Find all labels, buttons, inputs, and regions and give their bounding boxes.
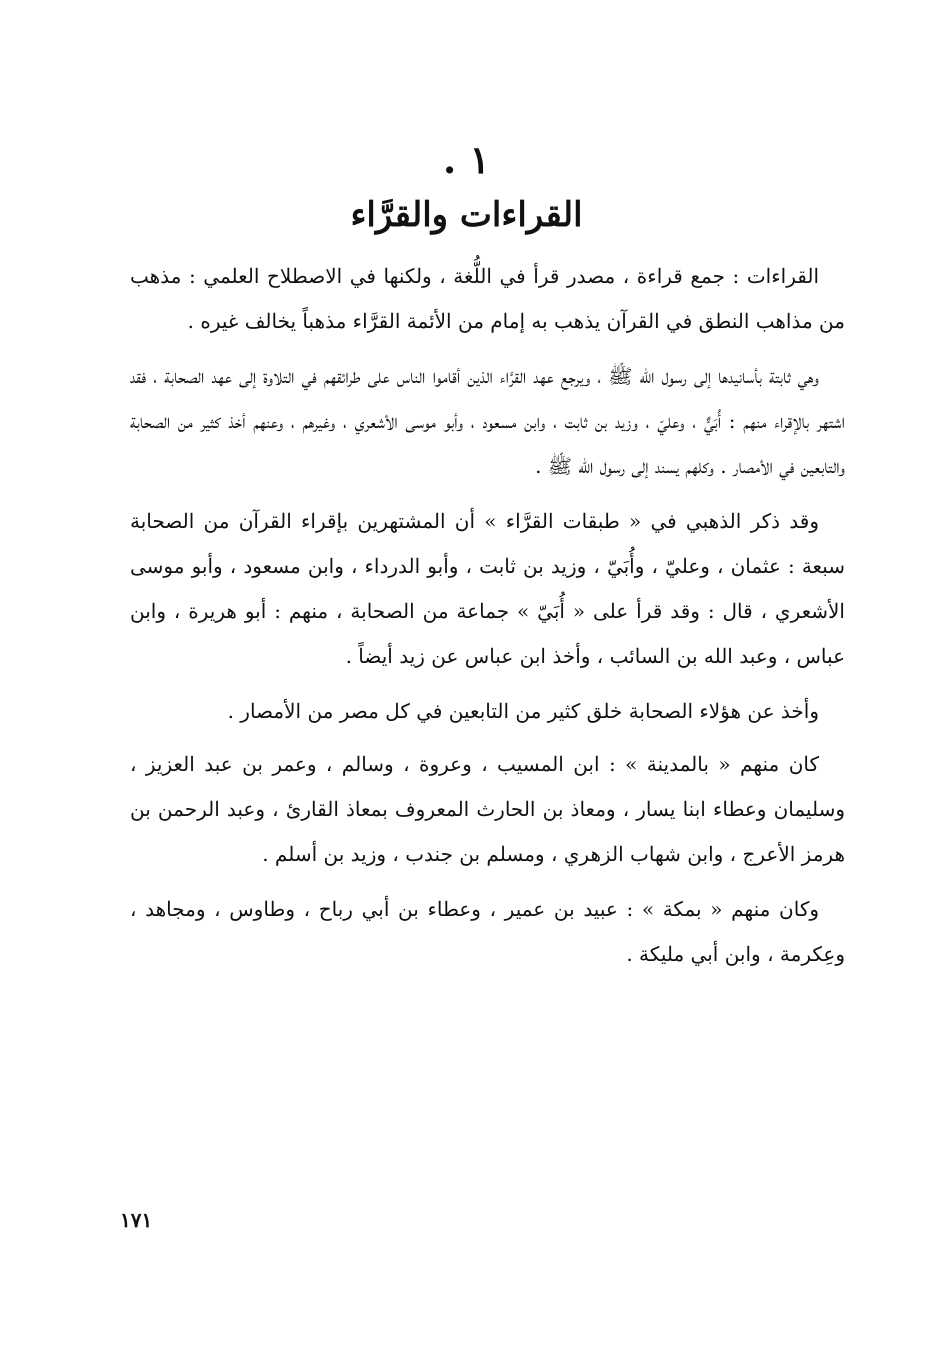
paragraph-followers: وأخذ عن هؤلاء الصحابة خلق كثير من التابعين في كل مصر من الأمصار . [227, 699, 819, 723]
paragraph-definition: القراءات : جمع قراءة ، مصدر قرأ في اللُّغة ، ولكنها في الاصطلاح العلمي : مذهب من مذاهب النطق في القرآن يذهب به إمام من الأئمة القرَّاء مذهباً يخالف غيره . [130, 264, 845, 333]
chapter-number: ١ . [443, 137, 490, 182]
paragraph-madina: كان منهم « بالمدينة » : ابن المسيب ، وعروة ، وسالم ، وعمر بن عبد العزيز ، وسليمان وعطاء ابنا يسار ، ومعاذ بن الحارث المعروف بمعاذ القارئ ، وعبد الرحمن بن هرمز الأعرج ، وابن شهاب الزهري ، ومسلم بن جندب ، وزيد بن أسلم . [130, 752, 845, 866]
body-text [130, 254, 845, 987]
paragraph-companions: وهي ثابتة بأسانيدها إلى رسول الله ﷺ ، ويرجع عهد القرَّاء الذين أقاموا الناس على طرائقهم في التلاوة إلى عهد الصحابة ، فقد اشتهر بالإقراء منهم : أُبَيٌّ ، وعليّ ، وزيد بن ثابت ، وابن مسعود ، وأبو موسى الأشعري ، وغيرهم ، وعنهم أخذ كثير من الصحابة والتابعين في الأمصار . وكلهم يسند إلى رسول الله ﷺ . [130, 364, 845, 478]
paragraph-dhahabi: وقد ذكر الذهبي في « طبقات القرَّاء » أن المشتهرين بإقراء القرآن من الصحابة سبعة : عثمان ، وعليّ ، وأُبَيّ ، وزيد بن ثابت ، وأبو الدرداء ، وابن مسعود ، وأبو موسى الأشعري ، قال : وقد قرأ على « أُبَيّ » جماعة من الصحابة ، منهم : أبو هريرة ، وابن عباس ، وعبد الله بن السائب ، وأخذ ابن عباس عن زيد أيضاً . [130, 509, 845, 668]
paragraph-makka: وكان منهم « بمكة » : عبيد بن عمير ، وعطاء بن أبي رباح ، وطاوس ، ومجاهد ، وعِكرمة ، وابن أبي مليكة . [130, 897, 845, 966]
page-number: ١٧١ [120, 1208, 153, 1232]
chapter-title: القراءات والقرَّاء [350, 195, 583, 235]
